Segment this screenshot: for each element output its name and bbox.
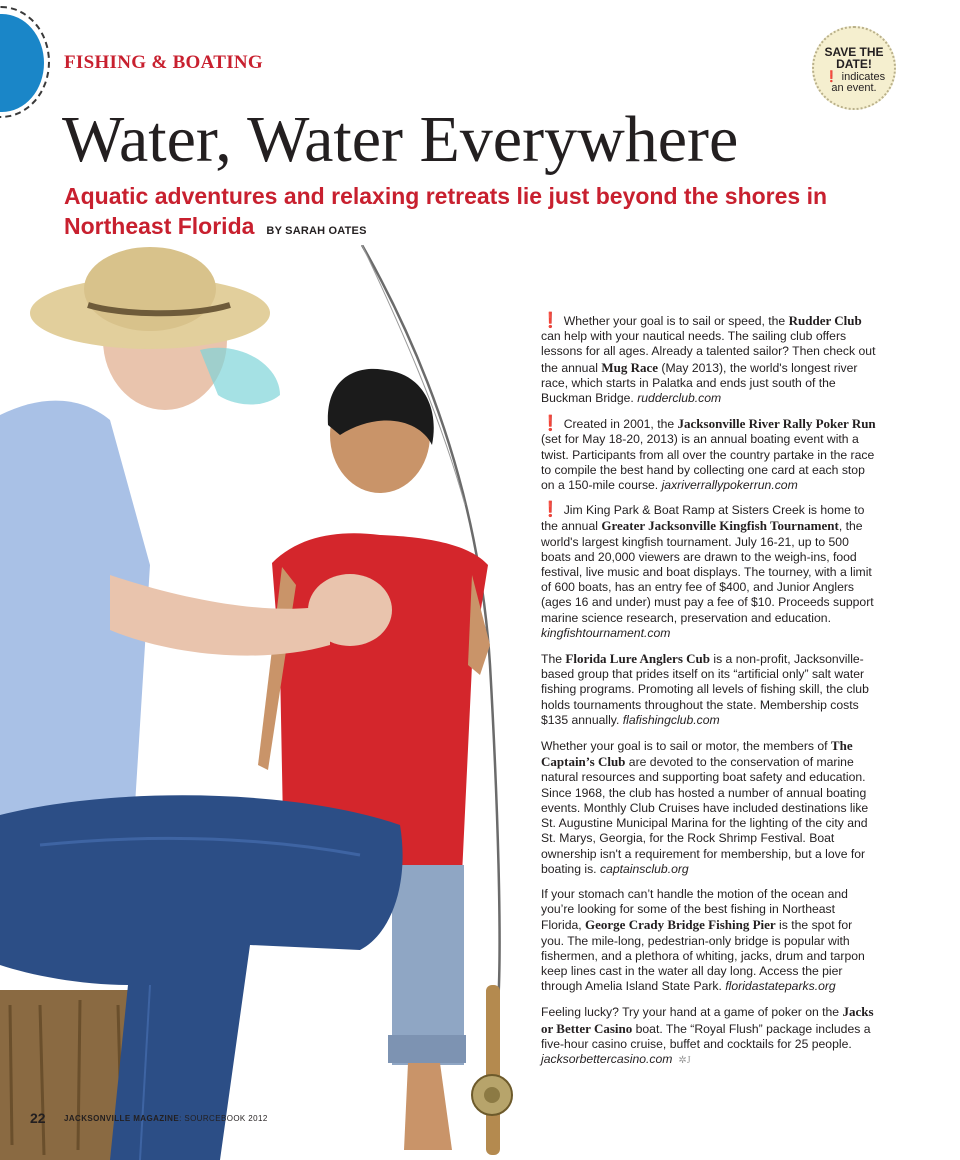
badge-line-2: DATE! bbox=[836, 57, 872, 71]
badge-line-3: indicates bbox=[841, 71, 886, 83]
folio-magazine: JACKSONVILLE MAGAZINE: SOURCEBOOK 2012 bbox=[64, 1114, 268, 1123]
article-body bbox=[541, 313, 876, 1078]
paragraph-text: (set for May 18-20, 2013) is an annual boating event with a twist. Participants from all over the country partake in the race to compile the best hand by collecting one card at each stop on a 150-mile course. bbox=[541, 432, 875, 493]
paragraph-text: Whether your goal is to sail or motor, the members of bbox=[541, 739, 831, 754]
event-exclamation-icon: ❗ bbox=[541, 416, 560, 433]
save-the-date-badge bbox=[812, 26, 896, 110]
event-exclamation-icon: ❗ bbox=[541, 502, 560, 519]
page-number: 22 bbox=[30, 1110, 46, 1126]
paragraph-text: , the world's largest kingfish tournament. July 16-21, up to 500 boats and 20,000 viewers are drawn to the weigh-ins, food festival, live music and boat displays. The tourney, with a limit of 600 boats, has an entry fee of $400, and Junior Anglers (ages 16 and under) must pay a fee of $10. Proceeds support marine science research, preservation and education. bbox=[541, 519, 874, 625]
paragraph-text: boat. The “Royal Flush” package includes a five-hour casino cruise, buffet and cocktails for 25 people. bbox=[541, 1021, 871, 1051]
website-link[interactable]: captainsclub.org bbox=[599, 861, 689, 876]
website-link[interactable]: flafishingclub.com bbox=[622, 712, 720, 727]
paragraph-text: Created in 2001, the bbox=[563, 417, 678, 432]
website-link[interactable]: jacksorbettercasino.com bbox=[541, 1051, 673, 1066]
magazine-name: JACKSONVILLE MAGAZINE bbox=[64, 1114, 180, 1123]
paragraph-text: The bbox=[541, 652, 566, 667]
bold-name: Jacksonville River Rally Poker Run bbox=[677, 416, 876, 432]
bold-name: Greater Jacksonville Kingfish Tournament bbox=[601, 518, 839, 534]
paragraph-text: Jim King Park & Boat Ramp at Sisters Creek is home to the annual bbox=[541, 503, 865, 534]
paragraph-text: Feeling lucky? Try your hand at a game of poker on the bbox=[541, 1005, 843, 1020]
article-paragraph bbox=[541, 1004, 876, 1068]
grandfather-grandson-fishing-photo bbox=[0, 245, 520, 1160]
website-link[interactable]: kingfishtournament.com bbox=[541, 625, 671, 640]
article-paragraph bbox=[541, 651, 876, 728]
website-link[interactable]: jaxriverrallypokerrun.com bbox=[661, 478, 798, 493]
article-paragraph bbox=[541, 738, 876, 877]
paragraph-text: (May 2013), the world's longest river race, which starts in Palatka and ends just south of the Buckman Bridge. bbox=[541, 360, 858, 406]
paragraph-text: If your stomach can’t handle the motion of the ocean and you’re looking for some of the best fishing in Northeast Florida, bbox=[541, 886, 848, 933]
paragraph-text: can help with your nautical needs. The sailing club offers lessons for all ages. Already a talented sailor? Then check out the annual bbox=[541, 329, 876, 375]
end-sign-icon: ✲J bbox=[678, 1054, 691, 1066]
badge-line-1: SAVE THE bbox=[824, 45, 884, 59]
website-link[interactable]: rudderclub.com bbox=[637, 391, 722, 406]
deck-text: Aquatic adventures and relaxing retreats lie just beyond the shores in Northeast Florida bbox=[64, 183, 828, 239]
exclamation-icon: ❗ bbox=[824, 71, 839, 83]
article-deck bbox=[64, 181, 914, 246]
bold-name: Mug Race bbox=[601, 359, 659, 375]
article-paragraph bbox=[541, 313, 876, 406]
website-link[interactable]: floridastateparks.org bbox=[725, 979, 836, 994]
issue-name: SOURCEBOOK 2012 bbox=[184, 1114, 268, 1123]
article-headline: Water, Water Everywhere bbox=[62, 103, 739, 176]
paragraph-text: is the spot for you. The mile-long, pedestrian-only bridge is popular with fishermen, and a plethora of whiting, jacks, drum and tarpon keep lines cast in the water all day long. Access the pier through Amelia Island State Park. bbox=[541, 918, 865, 994]
article-paragraph bbox=[541, 887, 876, 994]
bold-name: Florida Lure Anglers Cub bbox=[565, 651, 710, 667]
byline: BY SARAH OATES bbox=[266, 225, 367, 237]
paragraph-text: are devoted to the conservation of marine natural resources and supporting boat safety and education. Since 1968, the club has hosted a number of annual boating events. Monthly Club Cruises have included destinations like St. Augustine Municipal Marina for the lighting of the city and St. Marys, Georgia, for the Rock Shrimp Festival. Boat ownership isn't a requirement for membership, but a love for boating is. bbox=[541, 755, 869, 876]
bold-name: Jacks or Better Casino bbox=[541, 1004, 874, 1036]
paragraph-text: is a non-profit, Jacksonville-based group that prides itself on its “artificial only” salt water fishing programs. Promoting all levels of fishing skill, the club holds tournaments throughout the state. Membership costs $135 annually. bbox=[541, 652, 869, 727]
section-label: FISHING & BOATING bbox=[64, 52, 263, 73]
event-exclamation-icon: ❗ bbox=[541, 313, 560, 329]
paragraph-text: Whether your goal is to sail or speed, the bbox=[563, 314, 789, 328]
bold-name: Rudder Club bbox=[788, 313, 862, 328]
article-paragraph bbox=[541, 503, 876, 641]
article-paragraph bbox=[541, 416, 876, 493]
bold-name: The Captain’s Club bbox=[541, 738, 853, 770]
badge-line-4: an event. bbox=[831, 82, 877, 94]
bold-name: George Crady Bridge Fishing Pier bbox=[585, 917, 776, 933]
